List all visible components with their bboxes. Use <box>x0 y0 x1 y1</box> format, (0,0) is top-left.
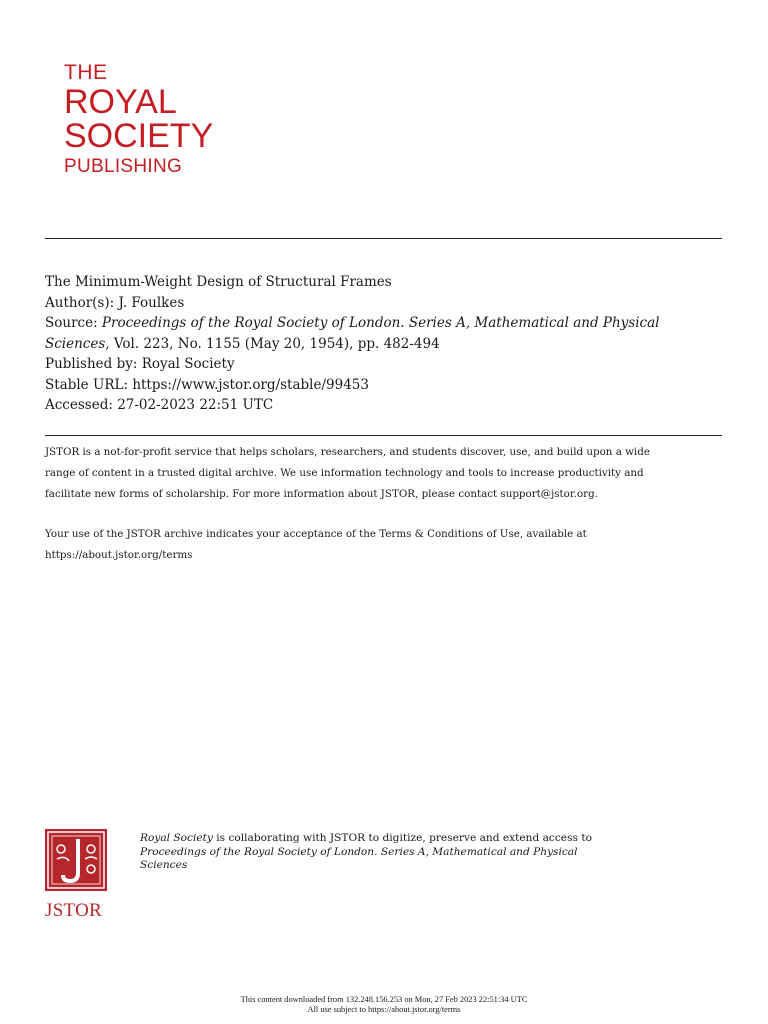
jstor-description: JSTOR is a not-for-profit service that helps scholars, researchers, and students discover, use, and build upon a wide range of content in a trusted digital archive. We use information technology and tools to increase productivity and facilitate new forms of scholarship. For more information about JSTOR, please contact support@jstor.org. <box>45 446 650 500</box>
terms-link[interactable]: https://about.jstor.org/terms <box>45 549 193 561</box>
logo-line-society: SOCIETY <box>64 117 214 155</box>
source-journal: Proceedings of the Royal Society of London. Series A, Mathematical and Physical Sciences <box>45 315 660 352</box>
collaboration-notice: Royal Society is collaborating with JSTOR to digitize, preserve and extend access to Proceedings of the Royal Society of London. Series A, Mathematical and Physical Sciences <box>140 832 592 872</box>
collab-journal-line2: Sciences <box>140 859 188 872</box>
logo-line-publishing: PUBLISHING <box>64 156 183 177</box>
logo-line-the: THE <box>64 61 108 84</box>
stable-url-link[interactable]: https://www.jstor.org/stable/99453 <box>132 376 369 393</box>
article-author: Author(s): J. Foulkes <box>45 294 185 311</box>
jstor-emblem-icon <box>45 829 107 891</box>
jstor-wordmark: JSTOR <box>45 900 103 921</box>
download-footer <box>0 995 768 1015</box>
collab-journal-line1: Proceedings of the Royal Society of London. Series A, Mathematical and Physical <box>140 845 578 858</box>
article-accessed: Accessed: 27-02-2023 22:51 UTC <box>45 397 274 413</box>
top-divider <box>45 238 722 239</box>
footer-download-info: This content downloaded from 132.248.156.253 on Mon, 27 Feb 2023 22:51:34 UTC <box>240 995 528 1004</box>
middle-divider <box>45 435 722 436</box>
source-details: , Vol. 223, No. 1155 (May 20, 1954), pp. 482-494 <box>105 335 440 352</box>
article-publisher: Published by: Royal Society <box>45 356 235 372</box>
article-source: Source: Proceedings of the Royal Society of London. Series A, Mathematical and Physical Sciences, Vol. 223, No. 1155 (May 20, 1954), pp. 482-494 <box>45 315 660 352</box>
partner-name: Royal Society <box>140 832 213 844</box>
logo-line-royal: ROYAL <box>64 83 177 121</box>
royal-society-publishing-logo <box>64 62 213 176</box>
article-stable-url: Stable URL: https://www.jstor.org/stable/99453 <box>45 376 369 393</box>
terms-notice: Your use of the JSTOR archive indicates your acceptance of the Terms & Conditions of Use, available at https://about.jstor.org/terms <box>45 524 725 566</box>
article-title: The Minimum-Weight Design of Structural Frames <box>45 274 392 290</box>
footer-terms: All use subject to https://about.jstor.org/terms <box>307 1005 461 1014</box>
article-metadata <box>45 272 715 416</box>
